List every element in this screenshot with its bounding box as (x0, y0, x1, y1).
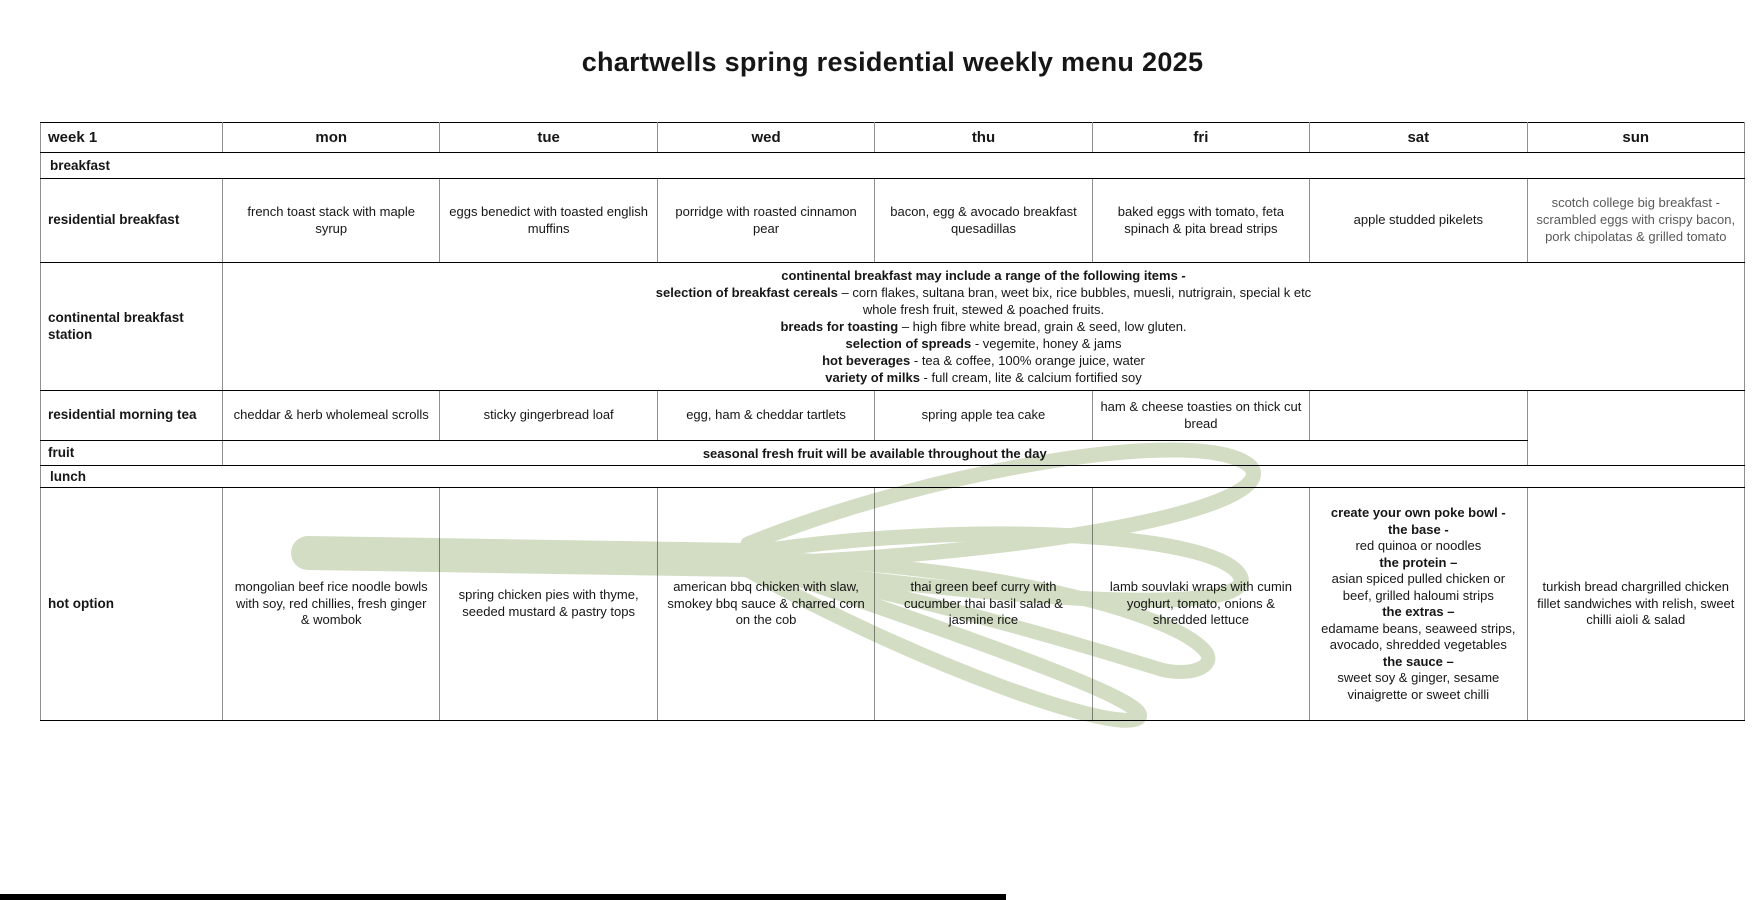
cell-residential-breakfast-wed: porridge with roasted cinnamon pear (657, 179, 874, 263)
page-title: chartwells spring residential weekly menu 2025 (581, 47, 1204, 77)
residential-breakfast-label: residential breakfast (41, 179, 223, 263)
cell-morning-tea-tue: sticky gingerbread loaf (440, 391, 657, 441)
lunch-band-label: lunch (41, 466, 1745, 488)
col-header-fri: fri (1092, 123, 1309, 153)
cell-morning-tea-fri: ham & cheese toasties on thick cut bread (1092, 391, 1309, 441)
cell-hot-option-wed: american bbq chicken with slaw, smokey bbq sauce & charred corn on the cob (657, 488, 874, 721)
morning-tea-label: residential morning tea (41, 391, 223, 441)
week-header: week 1 (41, 123, 223, 153)
residential-breakfast-row (41, 179, 1745, 263)
fruit-label: fruit (41, 441, 223, 466)
breakfast-band-label: breakfast (41, 153, 1745, 179)
cell-residential-breakfast-mon: french toast stack with maple syrup (223, 179, 440, 263)
hot-option-row (41, 488, 1745, 721)
cell-residential-breakfast-sat: apple studded pikelets (1310, 179, 1527, 263)
cell-residential-breakfast-sun: scotch college big breakfast - scrambled eggs with crispy bacon, pork chipolatas & grilled tomato (1527, 179, 1744, 263)
col-header-tue: tue (440, 123, 657, 153)
page-edge-bar (0, 894, 1006, 900)
col-header-mon: mon (223, 123, 440, 153)
cell-residential-breakfast-thu: bacon, egg & avocado breakfast quesadillas (875, 179, 1092, 263)
morning-tea-row (41, 391, 1745, 441)
cell-hot-option-tue: spring chicken pies with thyme, seeded mustard & pastry tops (440, 488, 657, 721)
cell-continental-breakfast-all-days: continental breakfast may include a range of the following items - selection of breakfast cereals – corn flakes, sultana bran, weet bix, rice bubbles, muesli, nutrigrain, special k etc whole fresh fruit, stewed & poached fruits. breads for toasting – high fibre white bread, grain & seed, low gluten. selection of spreads - vegemite, honey & jams hot beverages - tea & coffee, 100% orange juice, water variety of milks - full cream, lite & calcium fortified soy (223, 263, 1745, 391)
col-header-thu: thu (875, 123, 1092, 153)
cell-residential-breakfast-tue: eggs benedict with toasted english muffins (440, 179, 657, 263)
col-header-wed: wed (657, 123, 874, 153)
cell-hot-option-fri: lamb souvlaki wraps with cumin yoghurt, tomato, onions & shredded lettuce (1092, 488, 1309, 721)
cell-morning-tea-thu: spring apple tea cake (875, 391, 1092, 441)
col-header-sun: sun (1527, 123, 1744, 153)
cell-residential-breakfast-fri: baked eggs with tomato, feta spinach & pita bread strips (1092, 179, 1309, 263)
cell-hot-option-mon: mongolian beef rice noodle bowls with soy, red chillies, fresh ginger & wombok (223, 488, 440, 721)
continental-breakfast-label: continental breakfast station (41, 263, 223, 391)
cell-hot-option-thu: thai green beef curry with cucumber thai basil salad & jasmine rice (875, 488, 1092, 721)
lunch-band-row (41, 466, 1745, 488)
header-row (41, 123, 1745, 153)
continental-breakfast-row (41, 263, 1745, 391)
fruit-availability-note: seasonal fresh fruit will be available throughout the day (223, 441, 1528, 466)
weekly-menu-table (40, 122, 1745, 721)
fruit-row (41, 441, 1745, 466)
cell-hot-option-sat-poke-bowl: create your own poke bowl - the base - red quinoa or noodles the protein – asian spiced pulled chicken or beef, grilled haloumi strips the extras – edamame beans, seaweed strips, avocado, shredded vegetables the sauce – sweet soy & ginger, sesame vinaigrette or sweet chilli (1310, 488, 1527, 721)
cell-morning-tea-sun-empty (1527, 391, 1744, 466)
col-header-sat: sat (1310, 123, 1527, 153)
cell-morning-tea-mon: cheddar & herb wholemeal scrolls (223, 391, 440, 441)
cell-morning-tea-sat-empty (1310, 391, 1527, 441)
breakfast-band-row (41, 153, 1745, 179)
cell-morning-tea-wed: egg, ham & cheddar tartlets (657, 391, 874, 441)
hot-option-label: hot option (41, 488, 223, 721)
cell-hot-option-sun: turkish bread chargrilled chicken fillet sandwiches with relish, sweet chilli aioli & salad (1527, 488, 1744, 721)
